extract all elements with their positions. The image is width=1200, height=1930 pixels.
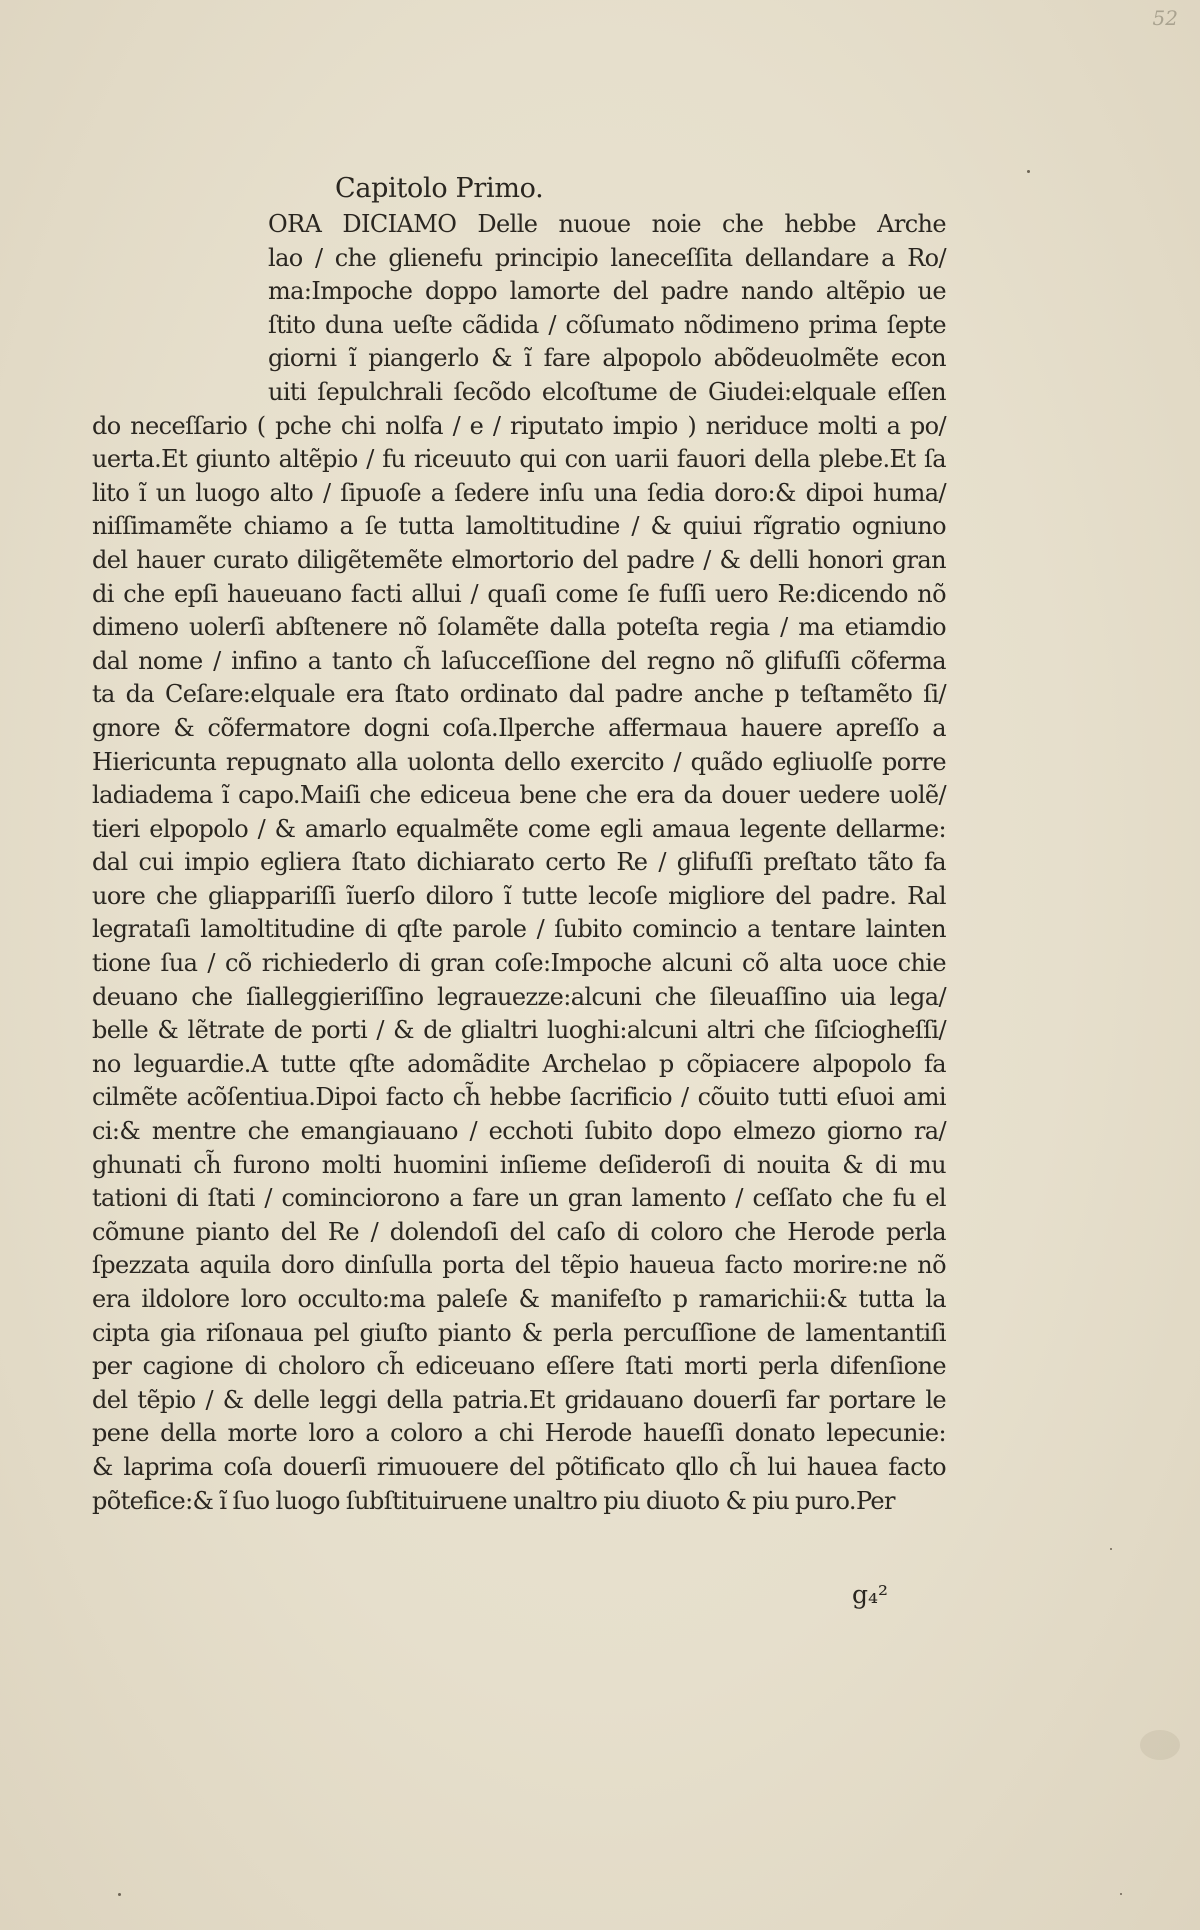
paper-stain — [1140, 1730, 1180, 1760]
text-line: deuano che ſialleggieriſſino legrauezze:alcuni che ſileuaſſino uia lega/ — [92, 982, 946, 1011]
text-line: uore che gliappariſſi ĩuerſo diloro ĩ tutte lecoſe migliore del padre. Ral — [92, 881, 946, 910]
text-line: legrataſi lamoltitudine di qſte parole / ſubito comincio a tentare lainten — [92, 915, 946, 944]
text-line: pene della morte loro a coloro a chi Herode haueſſi donato lepecunie: — [92, 1419, 946, 1448]
text-line: põtefice:& ĩ ſuo luogo ſubſtituiruene unaltro piu diuoto & piu puro.Per — [92, 1486, 895, 1515]
text-line: cilmẽte acõſentiua.Dipoi facto ch̃ hebbe ſacrificio / cõuito tutti eſuoi ami — [92, 1083, 946, 1112]
text-line: belle & lẽtrate de porti / & de glialtri luoghi:alcuni altri che ſiſciogheſſi/ — [92, 1016, 946, 1045]
text-line: no leguardie.A tutte qſte adomãdite Archelao p cõpiacere alpopolo fa — [92, 1049, 946, 1078]
folio-number: 52 — [1152, 6, 1178, 30]
signature-mark: g₄² — [852, 1580, 889, 1609]
text-line: lito ĩ un luogo alto / ſipuoſe a ſedere inſu una ſedia doro:& dipoi huma/ — [92, 478, 946, 507]
paper-speck — [1110, 1548, 1112, 1550]
text-line: do neceſſario ( pche chi nolfa / e / riputato impio ) neriduce molti a po/ — [92, 411, 946, 440]
paper-speck — [1027, 170, 1030, 173]
text-line: gnore & cõfermatore dogni coſa.Ilperche affermaua hauere apreſſo a — [92, 713, 946, 742]
paper-speck — [1120, 1893, 1122, 1895]
body-paragraph — [92, 410, 946, 1519]
text-line: ci:& mentre che emangiauano / ecchoti ſubito dopo elmezo giorno ra/ — [92, 1117, 946, 1146]
text-line: dimeno uolerſi abſtenere nõ ſolamẽte dalla poteſta regia / ma etiamdio — [92, 613, 946, 642]
text-line: tationi di ſtati / cominciorono a fare un gran lamento / ceſſato che fu el — [92, 1184, 946, 1213]
text-line: dal nome / infino a tanto ch̃ laſucceſſione del regno nõ glifuſſi cõferma — [92, 646, 946, 675]
text-line: cõmune pianto del Re / dolendoſi del caſo di coloro che Herode perla — [92, 1217, 946, 1246]
text-line: era ildolore loro occulto:ma paleſe & manifeſto p ramarichii:& tutta la — [92, 1285, 946, 1313]
indented-paragraph — [92, 208, 946, 410]
text-line: niſſimamẽte chiamo a ſe tutta lamoltitudine / & quiui rĩgratio ogniuno — [92, 512, 946, 541]
text-line: del tẽpio / & delle leggi della patria.Et gridauano douerſi far portare le — [92, 1385, 946, 1414]
text-line: cipta gia riſonaua pel giuſto pianto & perla percuſſione de lamentantiſi — [92, 1318, 946, 1347]
text-line: del hauer curato diligẽtemẽte elmortorio del padre / & delli honori gran — [92, 545, 946, 574]
text-line: Hiericunta repugnato alla uolonta dello exercito / quãdo egliuolſe porre — [92, 747, 946, 776]
text-line: ſtito duna ueſte cãdida / cõſumato nõdimeno prima ſepte — [268, 310, 946, 339]
text-line: dal cui impio egliera ſtato dichiarato certo Re / glifuſſi preſtato tãto fa — [92, 848, 946, 877]
text-line: ladiadema ĩ capo.Maiſi che ediceua bene che era da douer uedere uolẽ/ — [92, 781, 946, 810]
text-line: per cagione di choloro ch̃ ediceuano eſſere ſtati morti perla difenſione — [92, 1352, 946, 1381]
text-line: tione ſua / cõ richiederlo di gran coſe:Impoche alcuni cõ alta uoce chie — [92, 949, 946, 978]
text-line: uerta.Et giunto altẽpio / fu riceuuto qui con uarii fauori della plebe.Et ſa — [92, 445, 946, 474]
text-line: uiti ſepulchrali ſecõdo elcoſtume de Giudei:elquale eſſen — [268, 377, 946, 406]
text-line: tieri elpopolo / & amarlo equalmẽte come egli amaua legente dellarme: — [92, 814, 946, 843]
text-line: ta da Ceſare:elquale era ſtato ordinato dal padre anche p teſtamẽto ſi/ — [92, 680, 946, 709]
text-line: ORA DICIAMO Delle nuoue noie che hebbe Arche — [268, 210, 946, 238]
chapter-heading: Capitolo Primo. — [335, 173, 544, 204]
text-line: giorni ĩ piangerlo & ĩ fare alpopolo abõdeuolmẽte econ — [268, 344, 946, 373]
text-line: di che epſi haueuano facti allui / quaſi come ſe fuſſi uero Re:dicendo nõ — [92, 579, 946, 608]
paper-speck — [118, 1893, 121, 1896]
text-line: & laprima coſa douerſi rimuouere del põtificato qllo ch̃ lui hauea facto — [92, 1452, 946, 1481]
text-line: ghunati ch̃ furono molti huomini inſieme deſideroſi di nouita & di mu — [92, 1150, 946, 1179]
text-block — [92, 170, 946, 1518]
text-line: ſpezzata aquila doro dinſulla porta del tẽpio haueua facto morire:ne nõ — [92, 1251, 946, 1280]
text-line: lao / che glienefu principio laneceſſita dellandare a Ro/ — [268, 243, 946, 272]
text-line: ma:Impoche doppo lamorte del padre nando altẽpio ue — [268, 277, 946, 306]
